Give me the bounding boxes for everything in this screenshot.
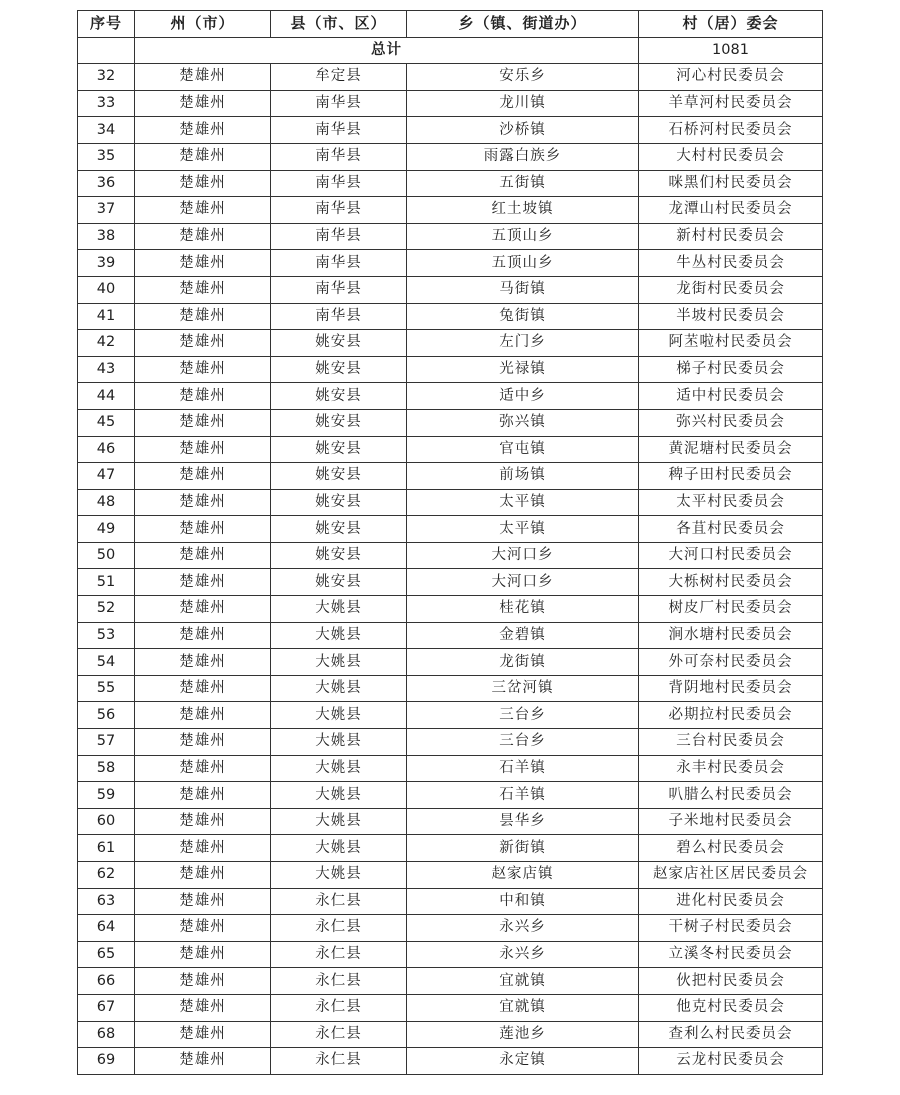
cell-serial-number: 43 [78, 356, 135, 383]
table-row [78, 888, 823, 915]
cell-prefecture: 楚雄州 [135, 994, 271, 1021]
cell-township: 红土坡镇 [407, 197, 639, 224]
cell-township: 永兴乡 [407, 915, 639, 942]
cell-prefecture: 楚雄州 [135, 436, 271, 463]
cell-county: 南华县 [271, 197, 407, 224]
cell-township: 宜就镇 [407, 994, 639, 1021]
cell-serial-number: 45 [78, 409, 135, 436]
cell-township: 太平镇 [407, 489, 639, 516]
cell-township: 弥兴镇 [407, 409, 639, 436]
cell-prefecture: 楚雄州 [135, 117, 271, 144]
table-row [78, 1021, 823, 1048]
header-serial-number: 序号 [78, 11, 135, 38]
cell-village-committee: 立溪冬村民委员会 [639, 941, 823, 968]
cell-county: 南华县 [271, 223, 407, 250]
cell-village-committee: 新村村民委员会 [639, 223, 823, 250]
cell-township: 大河口乡 [407, 569, 639, 596]
table-row [78, 542, 823, 569]
cell-prefecture: 楚雄州 [135, 64, 271, 91]
cell-village-committee: 各苴村民委员会 [639, 516, 823, 543]
table-row [78, 596, 823, 623]
cell-prefecture: 楚雄州 [135, 303, 271, 330]
cell-township: 三岔河镇 [407, 675, 639, 702]
header-township: 乡（镇、街道办） [407, 11, 639, 38]
cell-township: 适中乡 [407, 383, 639, 410]
cell-township: 永兴乡 [407, 941, 639, 968]
cell-serial-number: 44 [78, 383, 135, 410]
cell-village-committee: 三台村民委员会 [639, 729, 823, 756]
cell-county: 姚安县 [271, 436, 407, 463]
cell-serial-number: 57 [78, 729, 135, 756]
cell-village-committee: 适中村民委员会 [639, 383, 823, 410]
cell-village-committee: 大栎树村民委员会 [639, 569, 823, 596]
cell-prefecture: 楚雄州 [135, 888, 271, 915]
cell-village-committee: 他克村民委员会 [639, 994, 823, 1021]
total-value: 1081 [639, 37, 823, 64]
cell-serial-number: 68 [78, 1021, 135, 1048]
cell-county: 姚安县 [271, 330, 407, 357]
cell-township: 石羊镇 [407, 782, 639, 809]
cell-village-committee: 赵家店社区居民委员会 [639, 862, 823, 889]
cell-county: 大姚县 [271, 782, 407, 809]
cell-prefecture: 楚雄州 [135, 702, 271, 729]
cell-prefecture: 楚雄州 [135, 489, 271, 516]
cell-village-committee: 背阴地村民委员会 [639, 675, 823, 702]
table-row [78, 250, 823, 277]
cell-village-committee: 龙潭山村民委员会 [639, 197, 823, 224]
cell-prefecture: 楚雄州 [135, 356, 271, 383]
cell-village-committee: 梯子村民委员会 [639, 356, 823, 383]
table-row [78, 968, 823, 995]
cell-county: 南华县 [271, 143, 407, 170]
cell-county: 姚安县 [271, 383, 407, 410]
cell-prefecture: 楚雄州 [135, 782, 271, 809]
table-row [78, 835, 823, 862]
table-row [78, 755, 823, 782]
table-row [78, 622, 823, 649]
cell-village-committee: 龙街村民委员会 [639, 276, 823, 303]
cell-prefecture: 楚雄州 [135, 569, 271, 596]
cell-county: 南华县 [271, 276, 407, 303]
cell-serial-number: 53 [78, 622, 135, 649]
total-empty-cell [78, 37, 135, 64]
cell-township: 马街镇 [407, 276, 639, 303]
cell-county: 永仁县 [271, 1048, 407, 1075]
cell-prefecture: 楚雄州 [135, 835, 271, 862]
cell-township: 中和镇 [407, 888, 639, 915]
cell-county: 南华县 [271, 90, 407, 117]
cell-township: 昙华乡 [407, 808, 639, 835]
cell-serial-number: 39 [78, 250, 135, 277]
cell-serial-number: 62 [78, 862, 135, 889]
cell-village-committee: 子米地村民委员会 [639, 808, 823, 835]
cell-county: 永仁县 [271, 1021, 407, 1048]
cell-serial-number: 36 [78, 170, 135, 197]
table-row [78, 64, 823, 91]
cell-township: 光禄镇 [407, 356, 639, 383]
cell-township: 兔街镇 [407, 303, 639, 330]
cell-county: 姚安县 [271, 542, 407, 569]
cell-village-committee: 叭腊么村民委员会 [639, 782, 823, 809]
cell-county: 姚安县 [271, 463, 407, 490]
cell-county: 姚安县 [271, 569, 407, 596]
cell-village-committee: 查利么村民委员会 [639, 1021, 823, 1048]
cell-serial-number: 32 [78, 64, 135, 91]
cell-county: 大姚县 [271, 862, 407, 889]
cell-prefecture: 楚雄州 [135, 250, 271, 277]
cell-village-committee: 进化村民委员会 [639, 888, 823, 915]
cell-township: 三台乡 [407, 702, 639, 729]
cell-serial-number: 42 [78, 330, 135, 357]
cell-township: 沙桥镇 [407, 117, 639, 144]
cell-village-committee: 碧么村民委员会 [639, 835, 823, 862]
cell-township: 官屯镇 [407, 436, 639, 463]
table-row [78, 808, 823, 835]
total-label: 总计 [135, 37, 639, 64]
cell-prefecture: 楚雄州 [135, 755, 271, 782]
cell-village-committee: 黄泥塘村民委员会 [639, 436, 823, 463]
cell-prefecture: 楚雄州 [135, 968, 271, 995]
cell-county: 大姚县 [271, 808, 407, 835]
table-row [78, 90, 823, 117]
cell-county: 姚安县 [271, 516, 407, 543]
table-row [78, 649, 823, 676]
table-row [78, 915, 823, 942]
table-row [78, 994, 823, 1021]
village-committee-table-container [77, 10, 822, 1075]
cell-county: 永仁县 [271, 968, 407, 995]
cell-prefecture: 楚雄州 [135, 143, 271, 170]
cell-serial-number: 37 [78, 197, 135, 224]
cell-serial-number: 47 [78, 463, 135, 490]
cell-village-committee: 涧水塘村民委员会 [639, 622, 823, 649]
cell-serial-number: 41 [78, 303, 135, 330]
cell-serial-number: 33 [78, 90, 135, 117]
table-row [78, 569, 823, 596]
cell-township: 太平镇 [407, 516, 639, 543]
table-row [78, 356, 823, 383]
cell-village-committee: 大河口村民委员会 [639, 542, 823, 569]
cell-serial-number: 56 [78, 702, 135, 729]
table-row [78, 170, 823, 197]
cell-prefecture: 楚雄州 [135, 276, 271, 303]
cell-prefecture: 楚雄州 [135, 516, 271, 543]
cell-county: 大姚县 [271, 596, 407, 623]
cell-serial-number: 35 [78, 143, 135, 170]
cell-county: 南华县 [271, 250, 407, 277]
cell-county: 南华县 [271, 117, 407, 144]
cell-serial-number: 50 [78, 542, 135, 569]
cell-county: 永仁县 [271, 915, 407, 942]
cell-village-committee: 牛丛村民委员会 [639, 250, 823, 277]
cell-village-committee: 半坡村民委员会 [639, 303, 823, 330]
cell-serial-number: 61 [78, 835, 135, 862]
cell-serial-number: 60 [78, 808, 135, 835]
cell-serial-number: 59 [78, 782, 135, 809]
table-row [78, 782, 823, 809]
table-row [78, 303, 823, 330]
table-row [78, 729, 823, 756]
cell-serial-number: 63 [78, 888, 135, 915]
cell-village-committee: 河心村民委员会 [639, 64, 823, 91]
cell-serial-number: 34 [78, 117, 135, 144]
table-row [78, 1048, 823, 1075]
cell-prefecture: 楚雄州 [135, 862, 271, 889]
cell-township: 安乐乡 [407, 64, 639, 91]
cell-township: 石羊镇 [407, 755, 639, 782]
table-row [78, 463, 823, 490]
table-row [78, 862, 823, 889]
cell-serial-number: 67 [78, 994, 135, 1021]
table-row [78, 436, 823, 463]
table-row [78, 143, 823, 170]
cell-serial-number: 54 [78, 649, 135, 676]
cell-village-committee: 稗子田村民委员会 [639, 463, 823, 490]
cell-village-committee: 云龙村民委员会 [639, 1048, 823, 1075]
cell-prefecture: 楚雄州 [135, 729, 271, 756]
cell-prefecture: 楚雄州 [135, 170, 271, 197]
cell-prefecture: 楚雄州 [135, 675, 271, 702]
cell-serial-number: 38 [78, 223, 135, 250]
cell-prefecture: 楚雄州 [135, 383, 271, 410]
cell-county: 大姚县 [271, 649, 407, 676]
cell-serial-number: 51 [78, 569, 135, 596]
cell-township: 五街镇 [407, 170, 639, 197]
cell-county: 永仁县 [271, 941, 407, 968]
cell-prefecture: 楚雄州 [135, 330, 271, 357]
cell-village-committee: 羊草河村民委员会 [639, 90, 823, 117]
cell-village-committee: 大村村民委员会 [639, 143, 823, 170]
table-row [78, 516, 823, 543]
cell-prefecture: 楚雄州 [135, 197, 271, 224]
cell-prefecture: 楚雄州 [135, 596, 271, 623]
table-row [78, 409, 823, 436]
cell-township: 雨露白族乡 [407, 143, 639, 170]
cell-county: 大姚县 [271, 729, 407, 756]
cell-village-committee: 树皮厂村民委员会 [639, 596, 823, 623]
cell-serial-number: 55 [78, 675, 135, 702]
header-prefecture: 州（市） [135, 11, 271, 38]
cell-township: 新街镇 [407, 835, 639, 862]
cell-township: 赵家店镇 [407, 862, 639, 889]
cell-prefecture: 楚雄州 [135, 622, 271, 649]
cell-serial-number: 65 [78, 941, 135, 968]
cell-township: 前场镇 [407, 463, 639, 490]
cell-township: 龙街镇 [407, 649, 639, 676]
cell-serial-number: 49 [78, 516, 135, 543]
cell-serial-number: 46 [78, 436, 135, 463]
cell-village-committee: 伙把村民委员会 [639, 968, 823, 995]
table-row [78, 117, 823, 144]
cell-county: 姚安县 [271, 356, 407, 383]
cell-serial-number: 64 [78, 915, 135, 942]
cell-serial-number: 48 [78, 489, 135, 516]
cell-county: 永仁县 [271, 994, 407, 1021]
table-row [78, 197, 823, 224]
cell-township: 左门乡 [407, 330, 639, 357]
cell-prefecture: 楚雄州 [135, 915, 271, 942]
cell-county: 大姚县 [271, 622, 407, 649]
cell-prefecture: 楚雄州 [135, 223, 271, 250]
cell-village-committee: 必期拉村民委员会 [639, 702, 823, 729]
cell-village-committee: 阿苤啦村民委员会 [639, 330, 823, 357]
cell-prefecture: 楚雄州 [135, 542, 271, 569]
cell-village-committee: 干树子村民委员会 [639, 915, 823, 942]
village-committee-table [77, 10, 823, 1075]
table-row [78, 941, 823, 968]
cell-village-committee: 咪黑们村民委员会 [639, 170, 823, 197]
cell-prefecture: 楚雄州 [135, 409, 271, 436]
cell-serial-number: 40 [78, 276, 135, 303]
cell-serial-number: 52 [78, 596, 135, 623]
cell-township: 五顶山乡 [407, 223, 639, 250]
cell-county: 大姚县 [271, 835, 407, 862]
cell-township: 永定镇 [407, 1048, 639, 1075]
cell-township: 桂花镇 [407, 596, 639, 623]
table-row [78, 702, 823, 729]
cell-county: 南华县 [271, 170, 407, 197]
cell-county: 永仁县 [271, 888, 407, 915]
cell-village-committee: 外可奈村民委员会 [639, 649, 823, 676]
cell-serial-number: 69 [78, 1048, 135, 1075]
cell-township: 五顶山乡 [407, 250, 639, 277]
table-row [78, 675, 823, 702]
cell-prefecture: 楚雄州 [135, 1048, 271, 1075]
cell-county: 大姚县 [271, 755, 407, 782]
header-village-committee: 村（居）委会 [639, 11, 823, 38]
cell-county: 牟定县 [271, 64, 407, 91]
cell-township: 龙川镇 [407, 90, 639, 117]
cell-township: 三台乡 [407, 729, 639, 756]
cell-township: 宜就镇 [407, 968, 639, 995]
cell-county: 大姚县 [271, 702, 407, 729]
cell-prefecture: 楚雄州 [135, 941, 271, 968]
cell-prefecture: 楚雄州 [135, 808, 271, 835]
table-row [78, 223, 823, 250]
total-row [78, 37, 823, 64]
cell-township: 莲池乡 [407, 1021, 639, 1048]
table-row [78, 383, 823, 410]
cell-township: 大河口乡 [407, 542, 639, 569]
cell-prefecture: 楚雄州 [135, 649, 271, 676]
cell-village-committee: 弥兴村民委员会 [639, 409, 823, 436]
table-row [78, 276, 823, 303]
cell-county: 大姚县 [271, 675, 407, 702]
cell-prefecture: 楚雄州 [135, 90, 271, 117]
cell-village-committee: 太平村民委员会 [639, 489, 823, 516]
cell-village-committee: 石桥河村民委员会 [639, 117, 823, 144]
cell-county: 南华县 [271, 303, 407, 330]
cell-county: 姚安县 [271, 489, 407, 516]
header-row [78, 11, 823, 38]
cell-serial-number: 66 [78, 968, 135, 995]
cell-township: 金碧镇 [407, 622, 639, 649]
cell-serial-number: 58 [78, 755, 135, 782]
cell-prefecture: 楚雄州 [135, 463, 271, 490]
cell-county: 姚安县 [271, 409, 407, 436]
table-row [78, 330, 823, 357]
cell-village-committee: 永丰村民委员会 [639, 755, 823, 782]
table-row [78, 489, 823, 516]
cell-prefecture: 楚雄州 [135, 1021, 271, 1048]
header-county: 县（市、区） [271, 11, 407, 38]
